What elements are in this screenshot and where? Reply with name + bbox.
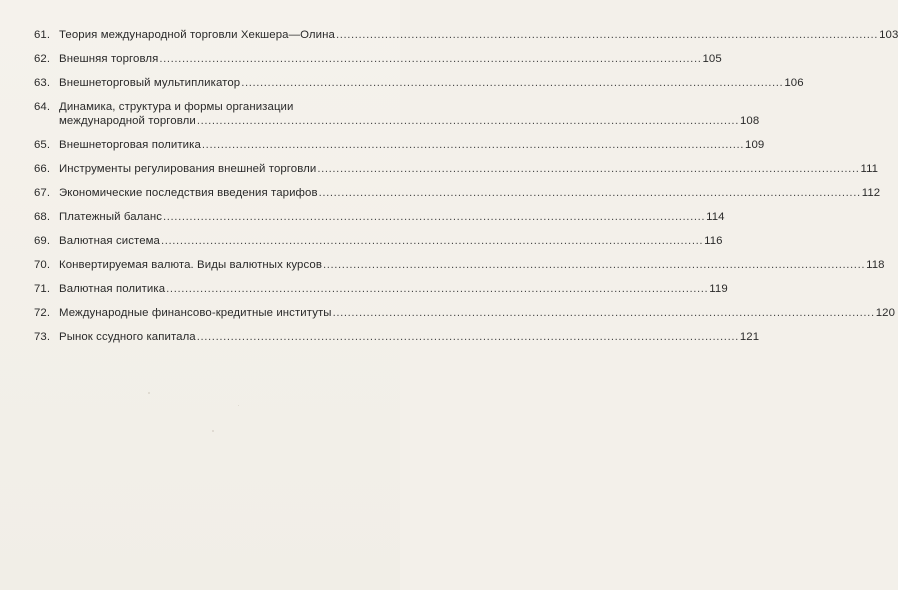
page-number: 116 bbox=[704, 235, 723, 247]
entry-number: 68. bbox=[34, 211, 51, 223]
dot-leader bbox=[317, 162, 859, 176]
entry-title: Внешнеторговый мультипликатор bbox=[59, 77, 241, 89]
table-of-contents bbox=[34, 28, 898, 354]
dot-leader bbox=[202, 138, 744, 152]
toc-entry-71 bbox=[34, 282, 728, 296]
paper-speck bbox=[212, 430, 214, 432]
page-number: 118 bbox=[866, 259, 885, 271]
entry-number: 65. bbox=[34, 139, 51, 151]
dot-leader bbox=[166, 282, 708, 296]
entry-title: Рынок ссудного капитала bbox=[59, 331, 196, 343]
entry-title: Международные финансово-кредитные институты bbox=[59, 307, 332, 319]
dot-leader bbox=[241, 76, 783, 90]
toc-entry-66 bbox=[34, 162, 879, 176]
entry-title: Теория международной торговли Хекшера—Олина bbox=[59, 29, 335, 41]
toc-entry-70 bbox=[34, 258, 885, 272]
entry-title: Валютная система bbox=[59, 235, 160, 247]
dot-leader bbox=[161, 234, 703, 248]
dot-leader bbox=[336, 28, 878, 42]
entry-title: Экономические последствия введения тарифов bbox=[59, 187, 318, 199]
toc-entry-72 bbox=[34, 306, 896, 320]
entry-title: международной торговли bbox=[59, 115, 196, 127]
page-number: 112 bbox=[861, 187, 881, 199]
dot-leader bbox=[319, 186, 861, 200]
dot-leader bbox=[333, 306, 875, 320]
entry-number: 72. bbox=[34, 307, 51, 319]
page-number: 114 bbox=[706, 211, 725, 223]
toc-entry-73 bbox=[34, 330, 760, 344]
entry-number: 67. bbox=[34, 187, 51, 199]
toc-entry-67 bbox=[34, 186, 881, 200]
entry-number: 73. bbox=[34, 331, 51, 343]
dot-leader bbox=[163, 210, 705, 224]
page-number: 105 bbox=[702, 53, 722, 65]
toc-entry-61 bbox=[34, 28, 898, 42]
toc-entry-62 bbox=[34, 52, 722, 66]
paper-speck bbox=[238, 405, 239, 406]
page-number: 108 bbox=[739, 115, 760, 127]
dot-leader bbox=[197, 330, 739, 344]
entry-title: Инструменты регулирования внешней торговли bbox=[59, 163, 317, 175]
page-number: 106 bbox=[784, 77, 804, 89]
page-number: 119 bbox=[709, 283, 728, 295]
page-number: 111 bbox=[860, 163, 879, 175]
entry-title: Валютная политика bbox=[59, 283, 166, 295]
entry-number: 66. bbox=[34, 163, 51, 175]
toc-entry-65 bbox=[34, 138, 765, 152]
entry-number: 64. bbox=[34, 101, 51, 113]
toc-entry-68 bbox=[34, 210, 725, 224]
entry-number: 63. bbox=[34, 77, 51, 89]
entry-number: 69. bbox=[34, 235, 51, 247]
entry-title-line1: Динамика, структура и формы организации bbox=[59, 101, 294, 113]
dot-leader bbox=[323, 258, 865, 272]
entry-title: Внешняя торговля bbox=[59, 53, 159, 65]
entry-number: 71. bbox=[34, 283, 51, 295]
entry-title: Платежный баланс bbox=[59, 211, 163, 223]
entry-number: 61. bbox=[34, 29, 51, 41]
page-number: 103 bbox=[879, 29, 898, 41]
toc-entry-69 bbox=[34, 234, 723, 248]
entry-title: Конвертируемая валюта. Виды валютных курсов bbox=[59, 259, 322, 271]
page-number: 121 bbox=[739, 331, 760, 343]
toc-entry-64 bbox=[34, 100, 760, 128]
dot-leader bbox=[159, 52, 701, 66]
entry-number: 62. bbox=[34, 53, 51, 65]
paper-speck bbox=[148, 392, 150, 394]
entry-title: Внешнеторговая политика bbox=[59, 139, 201, 151]
entry-number: 70. bbox=[34, 259, 51, 271]
toc-entry-63 bbox=[34, 76, 804, 90]
dot-leader bbox=[197, 114, 739, 128]
page-number: 109 bbox=[745, 139, 765, 151]
page-number: 120 bbox=[875, 307, 896, 319]
